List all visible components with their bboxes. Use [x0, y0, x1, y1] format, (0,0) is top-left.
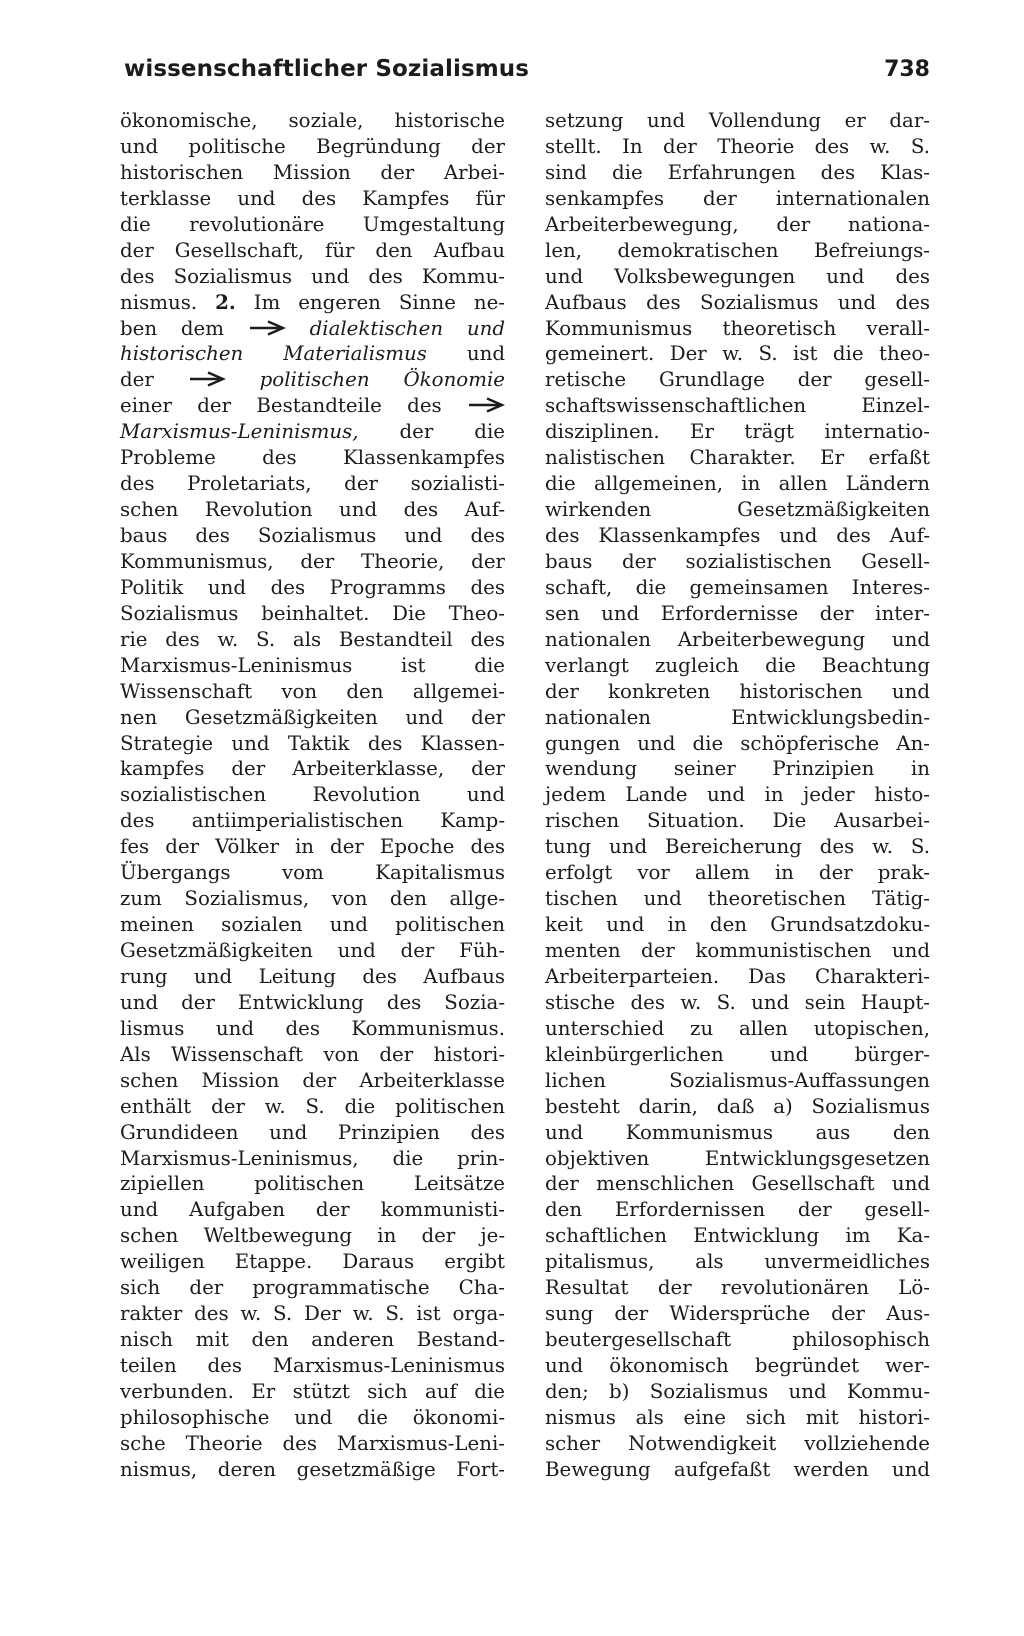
cross-reference-arrow-icon: [467, 397, 505, 413]
text-line: Probleme des Klassenkampfes: [120, 446, 505, 470]
text-line: [120, 419, 505, 445]
cross-reference-link[interactable]: politischen Ökonomie: [259, 368, 506, 392]
text-line: kampfes der Arbeiterklasse, der: [120, 757, 505, 781]
text-line: [120, 367, 505, 393]
text-line: beutergesellschaft philosophisch: [545, 1328, 930, 1352]
text-line: schen Revolution und des Auf-: [120, 498, 505, 522]
text-line: die allgemeinen, in allen Ländern: [545, 472, 930, 496]
text-line: len, demokratischen Befreiungs-: [545, 238, 930, 262]
text-line: keit und in den Grundsatzdoku-: [545, 913, 930, 937]
text-line: schaftlichen Entwicklung im Ka-: [545, 1224, 930, 1248]
text-line: Kommunismus theoretisch verall-: [545, 316, 930, 340]
text-line: baus der sozialistischen Gesell-: [545, 549, 930, 573]
page-header: [124, 56, 930, 96]
text-line: schen Mission der Arbeiterklasse: [120, 1068, 505, 1092]
text-line: [120, 316, 505, 342]
text-line: Marxismus-Leninismus, die prin-: [120, 1146, 505, 1170]
text-line: verlangt zugleich die Beachtung: [545, 653, 930, 677]
text-line: Politik und des Programms des: [120, 575, 505, 599]
cross-reference-link[interactable]: historischen Materialismus: [120, 342, 427, 366]
cross-reference-arrow-icon: [248, 320, 286, 336]
text-line: schen Weltbewegung in der je-: [120, 1224, 505, 1248]
text-segment: nismus.: [120, 290, 198, 314]
text-line: die revolutionäre Umgestaltung: [120, 212, 505, 236]
text-line: nen Gesetzmäßigkeiten und der: [120, 705, 505, 729]
text-line: [120, 393, 505, 419]
left-text-column: [120, 108, 505, 1483]
text-line: rakter des w. S. Der w. S. ist orga-: [120, 1302, 505, 1326]
text-line: historischen Mission der Arbei-: [120, 160, 505, 184]
text-line: den; b) Sozialismus und Kommu-: [545, 1379, 930, 1403]
text-line: und ökonomisch begründet wer-: [545, 1354, 930, 1377]
cross-reference-arrow-icon: [188, 371, 226, 387]
text-line: sche Theorie des Marxismus-Leni-: [120, 1431, 505, 1455]
text-line: Grundideen und Prinzipien des: [120, 1120, 505, 1144]
text-line: der konkreten historischen und: [545, 679, 930, 703]
cross-reference-link[interactable]: dialektischen und: [309, 316, 505, 340]
text-line: weiligen Etappe. Daraus ergibt: [120, 1250, 505, 1274]
text-line: rischen Situation. Die Ausarbei-: [545, 809, 930, 833]
text-line: scher Notwendigkeit vollziehende: [545, 1431, 930, 1455]
text-line: sozialistischen Revolution und: [120, 783, 505, 807]
text-line: philosophische und die ökonomi-: [120, 1405, 505, 1429]
text-line: Gesetzmäßigkeiten und der Füh-: [120, 939, 505, 962]
text-line: menten der kommunistischen und: [545, 939, 930, 962]
text-line: Arbeiterparteien. Das Charakteri-: [545, 964, 930, 988]
text-segment: der: [120, 368, 154, 392]
text-segment: einer der Bestandteile des: [120, 394, 442, 418]
text-line: Aufbaus des Sozialismus und des: [545, 290, 930, 314]
text-line: des antiimperialistischen Kamp-: [120, 809, 505, 833]
text-line: nalistischen Charakter. Er erfaßt: [545, 446, 930, 470]
text-line: wendung seiner Prinzipien in: [545, 757, 930, 781]
text-segment: und: [466, 342, 505, 366]
text-line: nationalen Arbeiterbewegung und: [545, 627, 930, 651]
text-line: Wissenschaft von den allgemei-: [120, 679, 505, 703]
text-line: sen und Erfordernisse der inter-: [545, 601, 930, 625]
text-line: Kommunismus, der Theorie, der: [120, 549, 505, 573]
text-line: nisch mit den anderen Bestand-: [120, 1328, 505, 1352]
text-line: Resultat der revolutionären Lö-: [545, 1276, 930, 1300]
text-line: der Gesellschaft, für den Aufbau: [120, 238, 505, 262]
text-line: Marxismus-Leninismus ist die: [120, 653, 505, 677]
text-line: besteht darin, daß a) Sozialismus: [545, 1094, 930, 1118]
text-line: [120, 290, 505, 316]
text-line: Übergangs vom Kapitalismus: [120, 861, 505, 885]
text-line: tischen und theoretischen Tätig-: [545, 887, 930, 911]
text-line: zum Sozialismus, von den allge-: [120, 887, 505, 911]
text-line: sich der programmatische Cha-: [120, 1276, 505, 1300]
text-line: des Klassenkampfes und des Auf-: [545, 524, 930, 547]
text-line: tung und Bereicherung des w. S.: [545, 835, 930, 859]
text-segment: Im engeren Sinne ne-: [253, 290, 505, 314]
text-line: und Kommunismus aus den: [545, 1120, 930, 1144]
text-line: rie des w. S. als Bestandteil des: [120, 627, 505, 651]
cross-reference-link[interactable]: Marxismus-Leninismus,: [120, 420, 359, 444]
text-line: der menschlichen Gesellschaft und: [545, 1172, 930, 1196]
text-line: fes der Völker in der Epoche des: [120, 835, 505, 859]
text-line: retische Grundlage der gesell-: [545, 368, 930, 392]
text-line: unterschied zu allen utopischen,: [545, 1016, 930, 1040]
text-line: kleinbürgerlichen und bürger-: [545, 1042, 930, 1066]
text-line: Als Wissenschaft von der histori-: [120, 1042, 505, 1066]
text-line: sind die Erfahrungen des Klas-: [545, 160, 930, 184]
right-text-column: [545, 108, 930, 1483]
text-line: wirkenden Gesetzmäßigkeiten: [545, 498, 930, 522]
text-line: und Volksbewegungen und des: [545, 264, 930, 288]
text-line: gemeinert. Der w. S. ist die theo-: [545, 342, 930, 366]
text-line: stische des w. S. und sein Haupt-: [545, 990, 930, 1014]
text-line: [120, 341, 505, 367]
text-line: schaftswissenschaftlichen Einzel-: [545, 394, 930, 418]
text-line: Strategie und Taktik des Klassen-: [120, 731, 505, 755]
text-line: teilen des Marxismus-Leninismus: [120, 1354, 505, 1377]
text-line: Sozialismus beinhaltet. Die Theo-: [120, 601, 505, 625]
text-line: lismus und des Kommunismus.: [120, 1016, 505, 1040]
text-line: baus des Sozialismus und des: [120, 524, 505, 547]
text-line: des Sozialismus und des Kommu-: [120, 264, 505, 288]
text-line: erfolgt vor allem in der prak-: [545, 861, 930, 885]
text-line: lichen Sozialismus-Auffassungen: [545, 1068, 930, 1092]
text-line: disziplinen. Er trägt internatio-: [545, 420, 930, 444]
text-line: sung der Widersprüche der Aus-: [545, 1302, 930, 1326]
text-line: meinen sozialen und politischen: [120, 913, 505, 937]
text-line: rung und Leitung des Aufbaus: [120, 964, 505, 988]
text-line: objektiven Entwicklungsgesetzen: [545, 1146, 930, 1170]
sense-number: 2.: [215, 289, 236, 314]
text-line: stellt. In der Theorie des w. S.: [545, 134, 930, 158]
text-line: den Erfordernissen der gesell-: [545, 1198, 930, 1222]
text-segment: der die: [399, 420, 505, 444]
text-line: nationalen Entwicklungsbedin-: [545, 705, 930, 729]
text-line: senkampfes der internationalen: [545, 186, 930, 210]
text-line: schaft, die gemeinsamen Interes-: [545, 575, 930, 599]
text-line: ökonomische, soziale, historische: [120, 109, 505, 132]
text-line: verbunden. Er stützt sich auf die: [120, 1379, 505, 1403]
text-line: Arbeiterbewegung, der nationa-: [545, 212, 930, 236]
text-segment: ben dem: [120, 316, 225, 340]
text-line: und der Entwicklung des Sozia-: [120, 990, 505, 1014]
text-line: nismus, deren gesetzmäßige Fort-: [120, 1457, 505, 1481]
text-line: terklasse und des Kampfes für: [120, 186, 505, 210]
page-number: 738: [884, 57, 930, 82]
text-line: jedem Lande und in jeder histo-: [545, 783, 930, 807]
text-line: Bewegung aufgefaßt werden und: [545, 1457, 930, 1481]
text-line: gungen und die schöpferische An-: [545, 731, 930, 755]
text-line: und politische Begründung der: [120, 134, 505, 158]
running-head: wissenschaftlicher Sozialismus: [124, 56, 530, 82]
text-line: pitalismus, als unvermeidliches: [545, 1250, 930, 1274]
text-line: zipiellen politischen Leitsätze: [120, 1172, 505, 1196]
text-line: nismus als eine sich mit histori-: [545, 1405, 930, 1429]
text-line: und Aufgaben der kommunisti-: [120, 1198, 505, 1222]
text-line: des Proletariats, der sozialisti-: [120, 472, 505, 496]
text-line: setzung und Vollendung er dar-: [545, 109, 930, 132]
text-line: enthält der w. S. die politischen: [120, 1094, 505, 1118]
